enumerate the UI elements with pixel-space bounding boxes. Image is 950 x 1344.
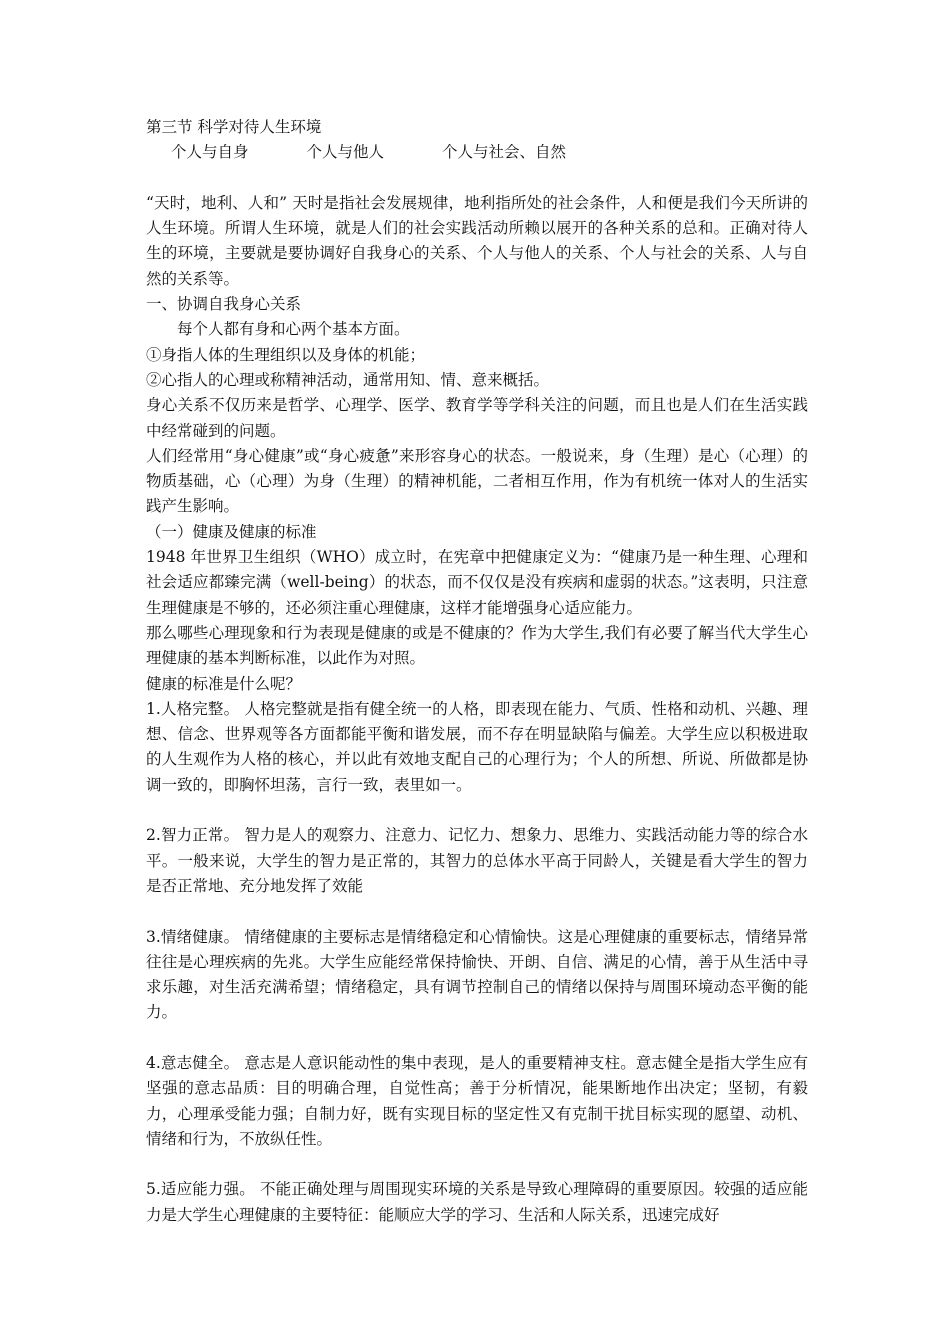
standard-personality: 1.人格完整。 人格完整就是指有健全统一的人格，即表现在能力、气质、性格和动机、兴趣、理想、信念、世界观等各方面都能平衡和谐发展，而不存在明显缺陷与偏差。大学生应以积极进取的人生观作为人格的核心，并以此有效地支配自己的心理行为；个人的所想、所说、所做都是协调一致的，即胸怀坦荡，言行一致，表里如一。 <box>146 699 808 794</box>
standard-will: 4.意志健全。 意志是人意识能动性的集中表现，是人的重要精神支柱。意志健全是指大学生应有坚强的意志品质：目的明确合理，自觉性高；善于分析情况，能果断地作出决定；坚韧，有毅力，心理承受能力强；自制力好，既有实现目标的坚定性又有克制干扰目标实现的愿望、动机、情绪和行为，不放纵任性。 <box>146 1053 808 1148</box>
paragraph-who: 1948 年世界卫生组织（WHO）成立时，在宪章中把健康定义为：“健康乃是一种生理、心理和社会适应都臻完满（well-being）的状态，而不仅仅是没有疾病和虚弱的状态。”这表明，只注意生理健康是不够的，还必须注重心理健康，这样才能增强身心适应能力。 <box>146 548 808 617</box>
standard-intelligence: 2.智力正常。 智力是人的观察力、注意力、记忆力、想象力、思维力、实践活动能力等的综合水平。一般来说，大学生的智力是正常的，其智力的总体水平高于同龄人，关键是看大学生的智力是否正常地、充分地发挥了效能 <box>146 826 808 895</box>
subtitle-society: 个人与社会、自然 <box>442 143 567 162</box>
intro-paragraph: “天时，地利、人和” 天时是指社会发展规律，地利指所处的社会条件，人和便是我们今天所讲的人生环境。所谓人生环境，就是人们的社会实践活动所赖以展开的各种关系的总和。正确对待人生的环境，主要就是要协调好自我身心的关系、个人与他人的关系、个人与社会的关系、人与自然的关系等。 <box>146 193 808 288</box>
subtitle-others: 个人与他人 <box>306 143 385 162</box>
paragraph-each: 每个人都有身和心两个基本方面。 <box>177 320 410 339</box>
paragraph-state: 人们经常用“身心健康”或“身心疲惫”来形容身心的状态。一般说来，身（生理）是心（心理）的物质基础，心（心理）为身（生理）的精神机能，二者相互作用，作为有机统一体对人的生活实践产生影响。 <box>146 446 808 516</box>
paragraph-standard-question: 健康的标准是什么呢？ <box>146 674 302 693</box>
subtitle-row <box>146 140 808 165</box>
heading-body-mind: 一、协调自我身心关系 <box>146 295 302 314</box>
standard-emotion: 3.情绪健康。 情绪健康的主要标志是情绪稳定和心情愉快。这是心理健康的重要标志，情绪异常往往是心理疾病的先兆。大学生应能经常保持愉快、开朗、自信、满足的心情，善于从生活中寻求乐趣，对生活充满希望；情绪稳定，具有调节控制自己的情绪以保持与周围环境动态平衡的能力。 <box>146 927 808 1022</box>
paragraph-relation: 身心关系不仅历来是哲学、心理学、医学、教育学等学科关注的问题，而且也是人们在生活实践中经常碰到的问题。 <box>146 396 808 440</box>
document-page <box>146 115 808 1228</box>
section-title: 第三节 科学对待人生环境 <box>146 118 322 136</box>
list-item-mind: ②心指人的心理或称精神活动，通常用知、情、意来概括。 <box>146 370 550 389</box>
heading-health-standard: （一）健康及健康的标准 <box>146 522 317 541</box>
standard-adaptability: 5.适应能力强。 不能正确处理与周围现实环境的关系是导致心理障碍的重要原因。较强的适应能力是大学生心理健康的主要特征：能顺应大学的学习、生活和人际关系，迅速完成好 <box>146 1180 808 1224</box>
paragraph-question: 那么哪些心理现象和行为表现是健康的或是不健康的？作为大学生,我们有必要了解当代大学生心理健康的基本判断标准，以此作为对照。 <box>146 623 808 668</box>
subtitle-self: 个人与自身 <box>171 143 249 162</box>
list-item-body: ①身指人体的生理组织以及身体的机能； <box>146 345 426 364</box>
